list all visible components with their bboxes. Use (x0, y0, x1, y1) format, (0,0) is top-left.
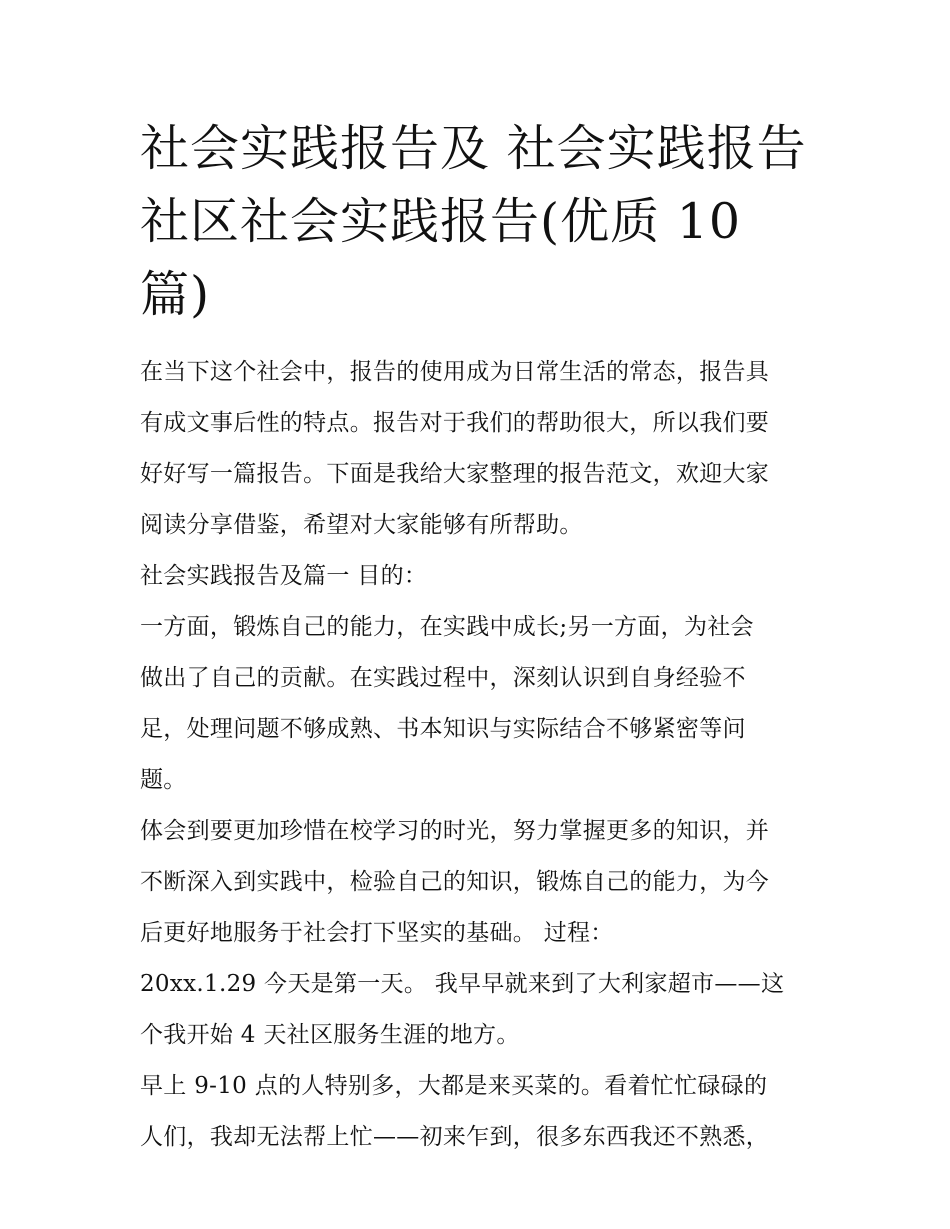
morning-paragraph: 早上 9-10 点的人特别多，大都是来买菜的。看着忙忙碌碌的 人们，我却无法帮上忙——初来乍到，很多东西我还不熟悉， (140, 1073, 770, 1150)
section-heading-paragraph: 社会实践报告及篇一 目的： (140, 563, 428, 589)
document-title: 社会实践报告及 社会实践报告 社区社会实践报告(优质 10 篇) (140, 120, 807, 323)
document-body (140, 112, 816, 1163)
day-one-paragraph: 20xx.1.29 今天是第一天。 我早早就来到了大利家超市——这 个我开始 4 天社区服务生涯的地方。 (140, 971, 785, 1048)
reflection-paragraph: 体会到要更加珍惜在校学习的时光，努力掌握更多的知识，并 不断深入到实践中，检验自己的知识，锻炼自己的能力，为今 后更好地服务于社会打下坚实的基础。 过程： (140, 818, 770, 946)
purpose-paragraph: 一方面，锻炼自己的能力，在实践中成长;另一方面，为社会 做出了自己的贡献。在实践过程中，深刻认识到自身经验不 足，处理问题不够成熟、书本知识与实际结合不够紧密等问 题。 (140, 614, 754, 793)
intro-paragraph: 在当下这个社会中，报告的使用成为日常生活的常态，报告具 有成文事后性的特点。报告对于我们的帮助很大，所以我们要 好好写一篇报告。下面是我给大家整理的报告范文，欢迎大家 阅读分享借鉴，希望对大家能够有所帮助。 (140, 359, 770, 538)
